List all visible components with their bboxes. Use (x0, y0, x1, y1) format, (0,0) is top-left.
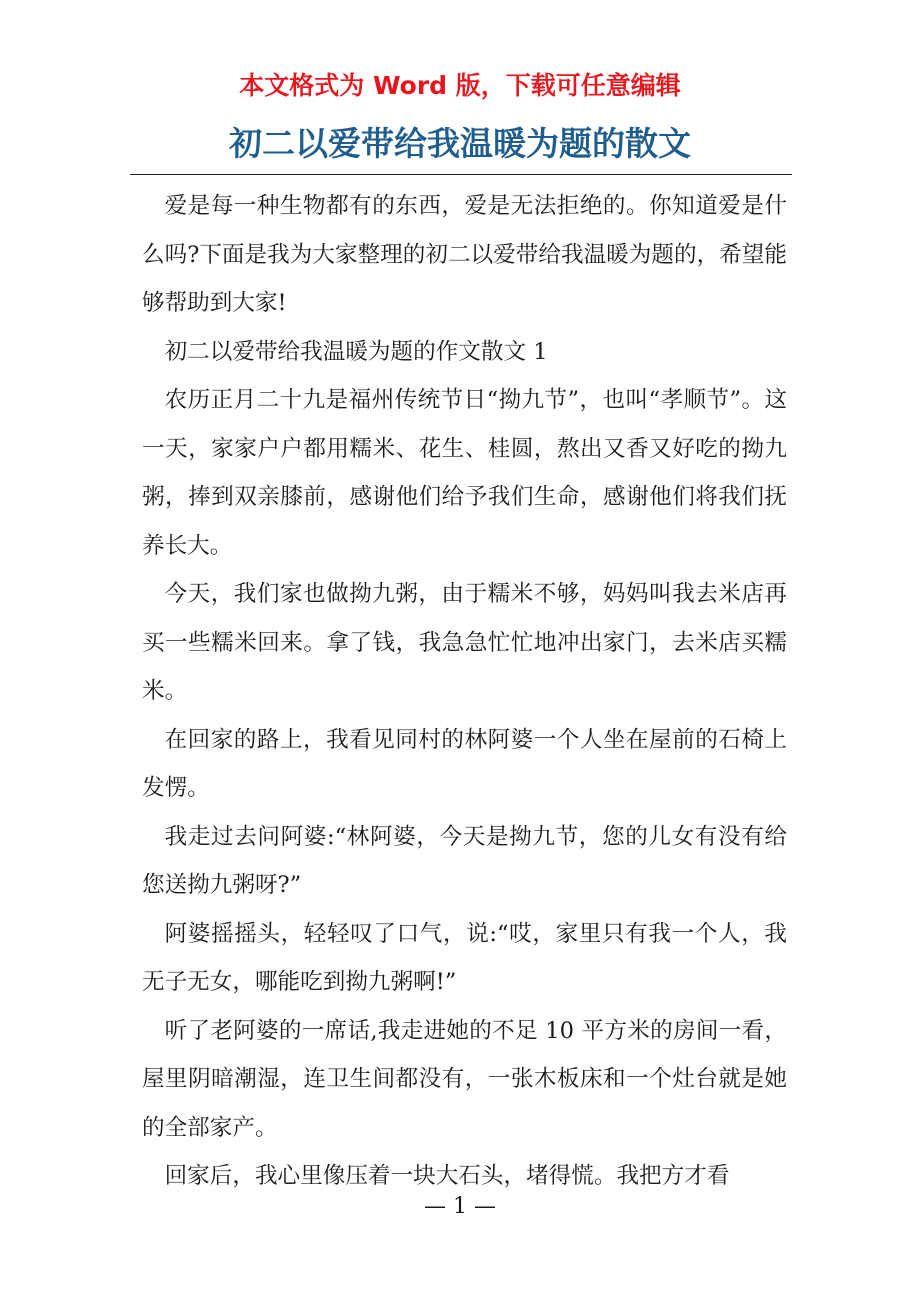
paragraph: 在回家的路上，我看见同村的林阿婆一个人坐在屋前的石椅上发愣。 (142, 726, 787, 801)
format-notice: 本文格式为 Word 版，下载可任意编辑 (239, 71, 681, 100)
paragraph: 听了老阿婆的一席话,我走进她的不足 10 平方米的房间一看，屋里阴暗潮湿，连卫生间都没有，一张木板床和一个灶台就是她的全部家产。 (142, 1017, 787, 1141)
page-title: 初二以爱带给我温暖为题的散文 (229, 124, 691, 163)
paragraph-intro: 爱是每一种生物都有的东西，爱是无法拒绝的。你知道爱是什么吗?下面是我为大家整理的初二以爱带给我温暖为题的，希望能够帮助到大家! (142, 193, 787, 316)
article-body (142, 182, 787, 1201)
paragraph: 阿婆摇摇头，轻轻叹了口气，说:“哎，家里只有我一个人，我无子无女，哪能吃到拗九粥啊!” (142, 920, 787, 995)
paragraph: 今天，我们家也做拗九粥，由于糯米不够，妈妈叫我去米店再买一些糯米回来。拿了钱，我急急忙忙地冲出家门，去米店买糯米。 (142, 581, 787, 704)
title-divider (130, 174, 792, 175)
paragraph: 农历正月二十九是福州传统节日“拗九节”，也叫“孝顺节”。这一天，家家户户都用糯米、花生、桂圆，熬出又香又好吃的拗九粥，捧到双亲膝前，感谢他们给予我们生命，感谢他们将我们抚养长大。 (142, 387, 787, 559)
section-heading: 初二以爱带给我温暖为题的作文散文 1 (164, 338, 548, 365)
paragraph: 我走过去问阿婆:“林阿婆，今天是拗九节，您的儿女有没有给您送拗九粥呀?” (142, 823, 787, 898)
page-number: — 1 — (424, 1194, 496, 1219)
paragraph: 回家后，我心里像压着一块大石头，堵得慌。我把方才看 (164, 1163, 730, 1189)
